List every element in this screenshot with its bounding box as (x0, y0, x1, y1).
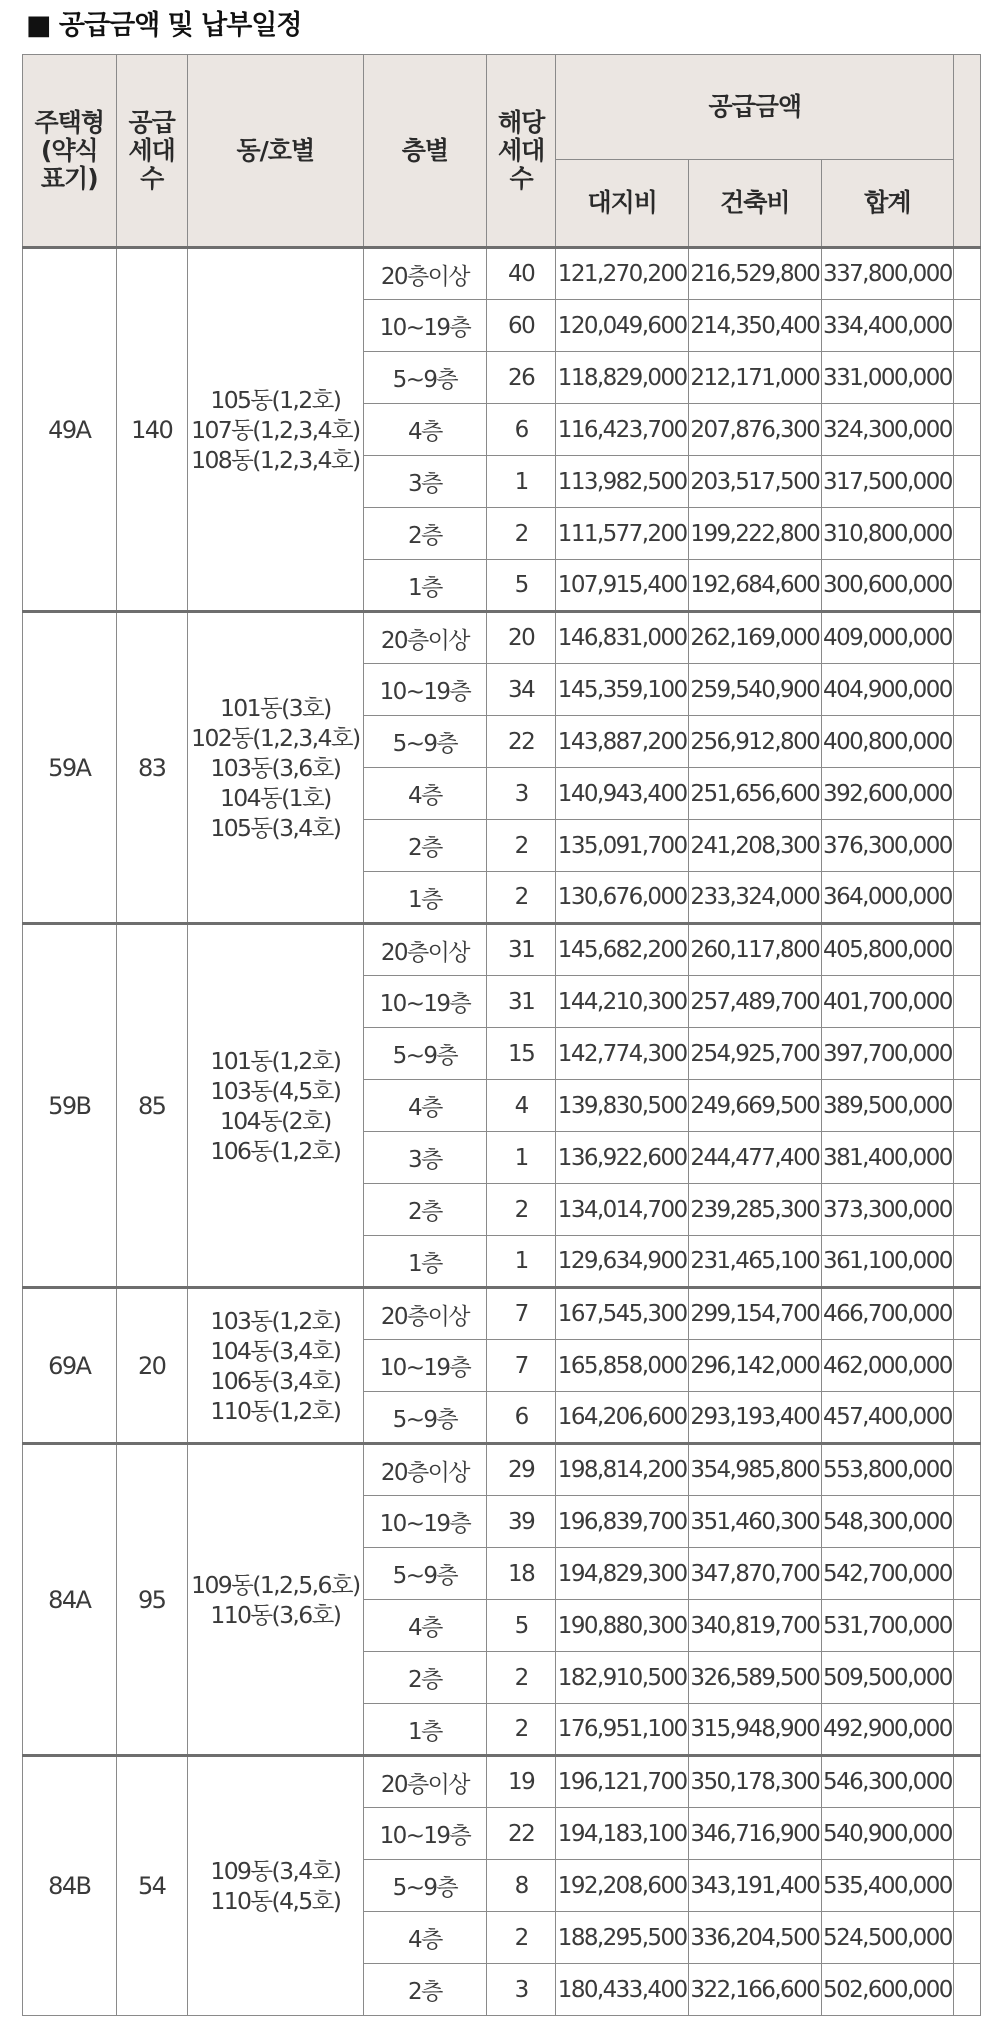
land-cost-cell: 130,676,000 (556, 872, 689, 924)
land-cost-cell: 135,091,700 (556, 820, 689, 872)
total-cell: 334,400,000 (821, 300, 954, 352)
unit-count-cell: 34 (486, 664, 556, 716)
total-cell: 457,400,000 (821, 1392, 954, 1444)
floor-cell: 20층이상 (363, 248, 486, 300)
dong-ho-cell (187, 1444, 363, 1756)
dong-ho-line: 106동(1,2호) (210, 1136, 341, 1165)
build-cost-cell: 203,517,500 (688, 456, 821, 508)
total-cell: 404,900,000 (821, 664, 954, 716)
total-cell: 540,900,000 (821, 1808, 954, 1860)
cut-off-cell (954, 1808, 981, 1860)
land-cost-cell: 113,982,500 (556, 456, 689, 508)
build-cost-cell: 214,350,400 (688, 300, 821, 352)
dong-ho-line: 110동(1,2호) (210, 1396, 341, 1425)
land-cost-cell: 145,682,200 (556, 924, 689, 976)
housing-type-cell: 59B (23, 924, 117, 1288)
floor-cell: 20층이상 (363, 1444, 486, 1496)
build-cost-cell: 249,669,500 (688, 1080, 821, 1132)
total-cell: 531,700,000 (821, 1600, 954, 1652)
floor-cell: 4층 (363, 404, 486, 456)
dong-ho-line: 101동(1,2호) (210, 1046, 341, 1075)
unit-count-cell: 19 (486, 1756, 556, 1808)
unit-count-cell: 1 (486, 456, 556, 508)
floor-cell: 4층 (363, 768, 486, 820)
floor-cell: 4층 (363, 1080, 486, 1132)
land-cost-cell: 116,423,700 (556, 404, 689, 456)
dong-ho-line: 104동(1호) (219, 783, 331, 812)
housing-type-cell: 84B (23, 1756, 117, 2016)
land-cost-cell: 196,121,700 (556, 1756, 689, 1808)
land-cost-cell: 190,880,300 (556, 1600, 689, 1652)
housing-type-cell: 84A (23, 1444, 117, 1756)
floor-cell: 10~19층 (363, 300, 486, 352)
unit-count-cell: 6 (486, 404, 556, 456)
floor-cell: 2층 (363, 1964, 486, 2016)
unit-count-cell: 31 (486, 976, 556, 1028)
build-cost-cell: 256,912,800 (688, 716, 821, 768)
unit-count-cell: 4 (486, 1080, 556, 1132)
land-cost-cell: 118,829,000 (556, 352, 689, 404)
cut-off-cell (954, 1236, 981, 1288)
housing-type-cell: 49A (23, 248, 117, 612)
build-cost-cell: 354,985,800 (688, 1444, 821, 1496)
header-floor: 층별 (363, 55, 486, 248)
floor-cell: 5~9층 (363, 1392, 486, 1444)
floor-cell: 3층 (363, 1132, 486, 1184)
land-cost-cell: 144,210,300 (556, 976, 689, 1028)
build-cost-cell: 315,948,900 (688, 1704, 821, 1756)
floor-cell: 4층 (363, 1600, 486, 1652)
unit-count-cell: 18 (486, 1548, 556, 1600)
total-cell: 376,300,000 (821, 820, 954, 872)
land-cost-cell: 198,814,200 (556, 1444, 689, 1496)
unit-count-cell: 29 (486, 1444, 556, 1496)
cut-off-cell (954, 508, 981, 560)
header-land-cost: 대지비 (556, 160, 689, 248)
cut-off-cell (954, 456, 981, 508)
total-cell: 337,800,000 (821, 248, 954, 300)
unit-count-cell: 2 (486, 508, 556, 560)
land-cost-cell: 120,049,600 (556, 300, 689, 352)
cut-off-cell (954, 1652, 981, 1704)
floor-cell: 3층 (363, 456, 486, 508)
dong-ho-line: 104동(2호) (219, 1106, 331, 1135)
cut-off-cell (954, 768, 981, 820)
dong-ho-cell (187, 248, 363, 612)
build-cost-cell: 216,529,800 (688, 248, 821, 300)
build-cost-cell: 347,870,700 (688, 1548, 821, 1600)
dong-ho-line: 101동(3호) (219, 693, 331, 722)
dong-ho-line: 108동(1,2,3,4호) (191, 445, 360, 474)
build-cost-cell: 257,489,700 (688, 976, 821, 1028)
total-cell: 300,600,000 (821, 560, 954, 612)
unit-count-cell: 5 (486, 1600, 556, 1652)
total-cell: 553,800,000 (821, 1444, 954, 1496)
total-cell: 373,300,000 (821, 1184, 954, 1236)
cut-off-cell (954, 300, 981, 352)
land-cost-cell: 194,829,300 (556, 1548, 689, 1600)
dong-ho-line: 110동(3,6호) (210, 1600, 341, 1629)
land-cost-cell: 136,922,600 (556, 1132, 689, 1184)
build-cost-cell: 233,324,000 (688, 872, 821, 924)
dong-ho-line: 109동(3,4호) (210, 1857, 341, 1885)
floor-cell: 5~9층 (363, 352, 486, 404)
floor-cell: 5~9층 (363, 716, 486, 768)
floor-cell: 5~9층 (363, 1028, 486, 1080)
build-cost-cell: 346,716,900 (688, 1808, 821, 1860)
header-housing-type: 주택형 (약식 표기) (23, 55, 117, 248)
supply-units-cell: 95 (116, 1444, 187, 1756)
cut-off-cell (954, 1340, 981, 1392)
total-cell: 502,600,000 (821, 1964, 954, 2016)
housing-type-cell: 59A (23, 612, 117, 924)
total-cell: 331,000,000 (821, 352, 954, 404)
cut-off-cell (954, 1028, 981, 1080)
floor-cell: 10~19층 (363, 1340, 486, 1392)
unit-count-cell: 15 (486, 1028, 556, 1080)
table-row (23, 1756, 981, 1808)
total-cell: 542,700,000 (821, 1548, 954, 1600)
cut-off-cell (954, 1600, 981, 1652)
cut-off-cell (954, 1548, 981, 1600)
total-cell: 546,300,000 (821, 1756, 954, 1808)
dong-ho-line: 110동(4,5호) (210, 1887, 341, 1915)
cut-off-cell (954, 1132, 981, 1184)
floor-cell: 10~19층 (363, 976, 486, 1028)
dong-ho-line: 103동(1,2호) (210, 1306, 341, 1335)
build-cost-cell: 343,191,400 (688, 1860, 821, 1912)
total-cell: 405,800,000 (821, 924, 954, 976)
total-cell: 548,300,000 (821, 1496, 954, 1548)
total-cell: 492,900,000 (821, 1704, 954, 1756)
floor-cell: 5~9층 (363, 1860, 486, 1912)
unit-count-cell: 22 (486, 716, 556, 768)
build-cost-cell: 296,142,000 (688, 1340, 821, 1392)
supply-units-cell: 83 (116, 612, 187, 924)
land-cost-cell: 145,359,100 (556, 664, 689, 716)
unit-count-cell: 22 (486, 1808, 556, 1860)
cut-off-cell (954, 1080, 981, 1132)
land-cost-cell: 188,295,500 (556, 1912, 689, 1964)
build-cost-cell: 239,285,300 (688, 1184, 821, 1236)
land-cost-cell: 176,951,100 (556, 1704, 689, 1756)
unit-count-cell: 2 (486, 820, 556, 872)
unit-count-cell: 3 (486, 1964, 556, 2016)
land-cost-cell: 192,208,600 (556, 1860, 689, 1912)
cut-off-cell (954, 872, 981, 924)
cut-off-cell (954, 1496, 981, 1548)
floor-cell: 1층 (363, 560, 486, 612)
build-cost-cell: 340,819,700 (688, 1600, 821, 1652)
build-cost-cell: 254,925,700 (688, 1028, 821, 1080)
dong-ho-cell (187, 612, 363, 924)
land-cost-cell: 140,943,400 (556, 768, 689, 820)
unit-count-cell: 26 (486, 352, 556, 404)
table-row (23, 1444, 981, 1496)
land-cost-cell: 121,270,200 (556, 248, 689, 300)
total-cell: 392,600,000 (821, 768, 954, 820)
land-cost-cell: 134,014,700 (556, 1184, 689, 1236)
header-build-cost: 건축비 (688, 160, 821, 248)
dong-ho-line: 103동(3,6호) (210, 753, 341, 782)
header-supply-units: 공급 세대 수 (116, 55, 187, 248)
land-cost-cell: 146,831,000 (556, 612, 689, 664)
dong-ho-cell (187, 924, 363, 1288)
build-cost-cell: 251,656,600 (688, 768, 821, 820)
cut-off-cell (954, 1860, 981, 1912)
supply-units-cell: 85 (116, 924, 187, 1288)
build-cost-cell: 260,117,800 (688, 924, 821, 976)
build-cost-cell: 207,876,300 (688, 404, 821, 456)
build-cost-cell: 192,684,600 (688, 560, 821, 612)
floor-cell: 20층이상 (363, 612, 486, 664)
table-row (23, 924, 981, 976)
unit-count-cell: 31 (486, 924, 556, 976)
section-title: ■ 공급금액 및 납부일정 (26, 10, 302, 41)
land-cost-cell: 182,910,500 (556, 1652, 689, 1704)
total-cell: 397,700,000 (821, 1028, 954, 1080)
unit-count-cell: 1 (486, 1236, 556, 1288)
floor-cell: 2층 (363, 508, 486, 560)
build-cost-cell: 199,222,800 (688, 508, 821, 560)
total-cell: 401,700,000 (821, 976, 954, 1028)
table-row (23, 248, 981, 300)
header-total: 합계 (821, 160, 954, 248)
build-cost-cell: 350,178,300 (688, 1756, 821, 1808)
dong-ho-line: 109동(1,2,5,6호) (191, 1570, 360, 1599)
total-cell: 535,400,000 (821, 1860, 954, 1912)
cut-off-cell (954, 820, 981, 872)
land-cost-cell: 165,858,000 (556, 1340, 689, 1392)
dong-ho-cell (187, 1756, 363, 2016)
land-cost-cell: 164,206,600 (556, 1392, 689, 1444)
total-cell: 364,000,000 (821, 872, 954, 924)
land-cost-cell: 167,545,300 (556, 1288, 689, 1340)
cut-off-cell (954, 716, 981, 768)
floor-cell: 10~19층 (363, 1496, 486, 1548)
floor-cell: 20층이상 (363, 1288, 486, 1340)
build-cost-cell: 241,208,300 (688, 820, 821, 872)
floor-cell: 5~9층 (363, 1548, 486, 1600)
build-cost-cell: 212,171,000 (688, 352, 821, 404)
dong-ho-line: 107동(1,2,3,4호) (191, 415, 360, 444)
price-table-body (23, 248, 981, 2016)
floor-cell: 10~19층 (363, 1808, 486, 1860)
cut-off-cell (954, 1392, 981, 1444)
supply-price-table (22, 54, 981, 2016)
floor-cell: 4층 (363, 1912, 486, 1964)
header-unit-count: 해당 세대 수 (486, 55, 556, 248)
cut-off-cell (954, 664, 981, 716)
build-cost-cell: 293,193,400 (688, 1392, 821, 1444)
build-cost-cell: 336,204,500 (688, 1912, 821, 1964)
unit-count-cell: 2 (486, 1652, 556, 1704)
build-cost-cell: 351,460,300 (688, 1496, 821, 1548)
unit-count-cell: 8 (486, 1860, 556, 1912)
supply-units-cell: 54 (116, 1756, 187, 2016)
unit-count-cell: 1 (486, 1132, 556, 1184)
cut-off-cell (954, 352, 981, 404)
land-cost-cell: 139,830,500 (556, 1080, 689, 1132)
floor-cell: 1층 (363, 872, 486, 924)
land-cost-cell: 196,839,700 (556, 1496, 689, 1548)
unit-count-cell: 60 (486, 300, 556, 352)
cut-off-cell (954, 612, 981, 664)
dong-ho-line: 102동(1,2,3,4호) (191, 723, 360, 752)
table-row (23, 612, 981, 664)
unit-count-cell: 2 (486, 1184, 556, 1236)
housing-type-cell: 69A (23, 1288, 117, 1444)
unit-count-cell: 7 (486, 1288, 556, 1340)
supply-units-cell: 20 (116, 1288, 187, 1444)
floor-cell: 2층 (363, 1184, 486, 1236)
build-cost-cell: 322,166,600 (688, 1964, 821, 2016)
unit-count-cell: 2 (486, 1704, 556, 1756)
cut-off-cell (954, 560, 981, 612)
total-cell: 462,000,000 (821, 1340, 954, 1392)
cut-off-cell (954, 248, 981, 300)
unit-count-cell: 2 (486, 872, 556, 924)
cut-off-cell (954, 1756, 981, 1808)
total-cell: 524,500,000 (821, 1912, 954, 1964)
build-cost-cell: 259,540,900 (688, 664, 821, 716)
total-cell: 317,500,000 (821, 456, 954, 508)
land-cost-cell: 111,577,200 (556, 508, 689, 560)
build-cost-cell: 262,169,000 (688, 612, 821, 664)
cut-off-cell (954, 1704, 981, 1756)
floor-cell: 20층이상 (363, 924, 486, 976)
dong-ho-line: 105동(1,2호) (210, 385, 341, 414)
header-supply-amount: 공급금액 (556, 55, 954, 160)
total-cell: 400,800,000 (821, 716, 954, 768)
unit-count-cell: 3 (486, 768, 556, 820)
build-cost-cell: 299,154,700 (688, 1288, 821, 1340)
floor-cell: 1층 (363, 1236, 486, 1288)
land-cost-cell: 129,634,900 (556, 1236, 689, 1288)
total-cell: 310,800,000 (821, 508, 954, 560)
dong-ho-line: 103동(4,5호) (210, 1076, 341, 1105)
floor-cell: 2층 (363, 1652, 486, 1704)
land-cost-cell: 180,433,400 (556, 1964, 689, 2016)
cut-off-cell (954, 1912, 981, 1964)
floor-cell: 10~19층 (363, 664, 486, 716)
total-cell: 389,500,000 (821, 1080, 954, 1132)
total-cell: 324,300,000 (821, 404, 954, 456)
total-cell: 381,400,000 (821, 1132, 954, 1184)
floor-cell: 2층 (363, 820, 486, 872)
unit-count-cell: 2 (486, 1912, 556, 1964)
unit-count-cell: 39 (486, 1496, 556, 1548)
unit-count-cell: 20 (486, 612, 556, 664)
total-cell: 409,000,000 (821, 612, 954, 664)
total-cell: 509,500,000 (821, 1652, 954, 1704)
land-cost-cell: 143,887,200 (556, 716, 689, 768)
unit-count-cell: 7 (486, 1340, 556, 1392)
table-row (23, 1288, 981, 1340)
dong-ho-line: 105동(3,4호) (210, 813, 341, 842)
cut-off-cell (954, 924, 981, 976)
dong-ho-cell (187, 1288, 363, 1444)
total-cell: 466,700,000 (821, 1288, 954, 1340)
land-cost-cell: 142,774,300 (556, 1028, 689, 1080)
cut-off-cell (954, 1444, 981, 1496)
unit-count-cell: 40 (486, 248, 556, 300)
header-dong-ho: 동/호별 (187, 55, 363, 248)
build-cost-cell: 244,477,400 (688, 1132, 821, 1184)
total-cell: 361,100,000 (821, 1236, 954, 1288)
build-cost-cell: 326,589,500 (688, 1652, 821, 1704)
unit-count-cell: 5 (486, 560, 556, 612)
land-cost-cell: 107,915,400 (556, 560, 689, 612)
floor-cell: 20층이상 (363, 1756, 486, 1808)
build-cost-cell: 231,465,100 (688, 1236, 821, 1288)
cut-off-cell (954, 1184, 981, 1236)
floor-cell: 1층 (363, 1704, 486, 1756)
cut-off-cell (954, 404, 981, 456)
dong-ho-line: 106동(3,4호) (210, 1366, 341, 1395)
cut-off-cell (954, 1288, 981, 1340)
dong-ho-line: 104동(3,4호) (210, 1336, 341, 1365)
unit-count-cell: 6 (486, 1392, 556, 1444)
land-cost-cell: 194,183,100 (556, 1808, 689, 1860)
cut-off-cell (954, 976, 981, 1028)
cut-off-cell (954, 1964, 981, 2016)
supply-units-cell: 140 (116, 248, 187, 612)
header-cut-off-column (954, 55, 981, 248)
